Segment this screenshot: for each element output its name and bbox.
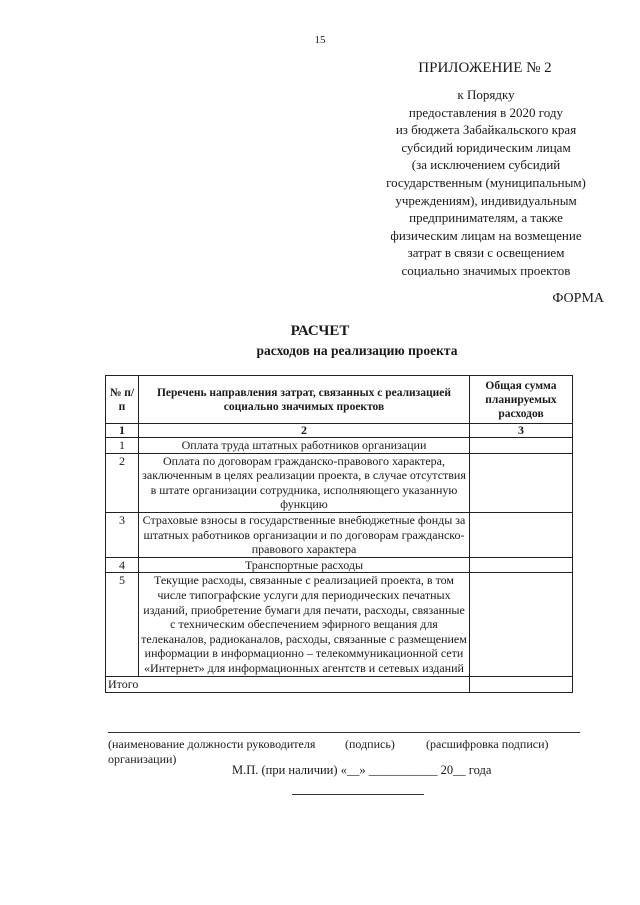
- appendix-line: к Порядку: [457, 87, 515, 102]
- stamp-date-line: М.П. (при наличии) «__» ___________ 20__ года: [232, 763, 492, 777]
- header-amount: Общая сумма планируемых расходов: [470, 376, 573, 424]
- row-description: Транспортные расходы: [139, 557, 470, 573]
- appendix-line: предоставления в 2020 году: [408, 104, 564, 120]
- total-label: Итого: [106, 676, 470, 692]
- row-amount-cell[interactable]: [470, 512, 573, 557]
- appendix-line: физическим лицам на возмещение: [390, 227, 582, 243]
- appendix-line: предпринимателям, а также: [409, 210, 563, 226]
- position-label: (наименование должности руководителя: [108, 737, 316, 751]
- decode-signature-label: (расшифровка подписи): [426, 737, 549, 751]
- form-label: ФОРМА: [552, 291, 604, 306]
- row-description: Страховые взносы в государственные внебюджетные фонды за штатных работников организации и по договорам гражданско-правового характера: [139, 512, 470, 557]
- appendix-line: субсидий юридическим лицам: [401, 139, 571, 155]
- total-row: [106, 676, 573, 692]
- table-header-row: [106, 376, 573, 424]
- row-description: Оплата по договорам гражданско-правового характера, заключенным в целях реализации проекта, в случае отсутствия в штате организации сотрудника, исполняющего указанную функцию: [139, 453, 470, 512]
- column-number: 2: [139, 424, 470, 438]
- appendix-text: [356, 86, 616, 280]
- appendix-title: ПРИЛОЖЕНИЕ № 2: [418, 60, 552, 76]
- table-row: [106, 438, 573, 454]
- table-row: [106, 573, 573, 676]
- expense-table: [105, 375, 573, 693]
- signature-line: [108, 732, 580, 733]
- row-number: 3: [106, 512, 139, 557]
- row-description: Оплата труда штатных работников организации: [139, 438, 470, 454]
- row-number: 5: [106, 573, 139, 676]
- column-number: 1: [106, 424, 139, 438]
- appendix-line: учреждениям), индивидуальным: [395, 192, 577, 208]
- expense-table-wrapper: [105, 375, 572, 693]
- page-number: 15: [314, 34, 326, 46]
- appendix-line: затрат в связи с освещением: [407, 245, 565, 261]
- appendix-line: из бюджета Забайкальского края: [395, 122, 577, 138]
- row-amount-cell[interactable]: [470, 557, 573, 573]
- row-number: 2: [106, 453, 139, 512]
- appendix-line: социально значимых проектов: [401, 262, 571, 278]
- appendix-line: государственным (муниципальным): [386, 174, 586, 190]
- row-amount-cell[interactable]: [470, 453, 573, 512]
- position-label-continued: организации): [108, 752, 177, 766]
- total-amount-cell[interactable]: [470, 676, 573, 692]
- appendix-line: (за исключением субсидий: [411, 157, 561, 173]
- header-number: № п/п: [106, 376, 139, 424]
- document-title: РАСЧЕТ: [290, 323, 350, 339]
- column-number-row: [106, 424, 573, 438]
- table-row: [106, 557, 573, 573]
- row-description: Текущие расходы, связанные с реализацией проекта, в том числе типографские услуги для периодических печатных изданий, приобретение бумаги для печати, расходы, связанные с техническим обеспечением эфирного вещания для телеканалов, радиоканалов, расходы, связанные с размещением информации в информационно – телекоммуникационной сети «Интернет» для информационных агентств и сетевых изданий: [139, 573, 470, 676]
- signature-label: (подпись): [345, 737, 395, 751]
- row-amount-cell[interactable]: [470, 438, 573, 454]
- document-subtitle: расходов на реализацию проекта: [256, 343, 458, 358]
- table-row: [106, 512, 573, 557]
- row-amount-cell[interactable]: [470, 573, 573, 676]
- column-number: 3: [470, 424, 573, 438]
- row-number: 4: [106, 557, 139, 573]
- row-number: 1: [106, 438, 139, 454]
- table-row: [106, 453, 573, 512]
- bottom-rule: [292, 794, 424, 795]
- header-description: Перечень направления затрат, связанных с реализацией социально значимых проектов: [139, 376, 470, 424]
